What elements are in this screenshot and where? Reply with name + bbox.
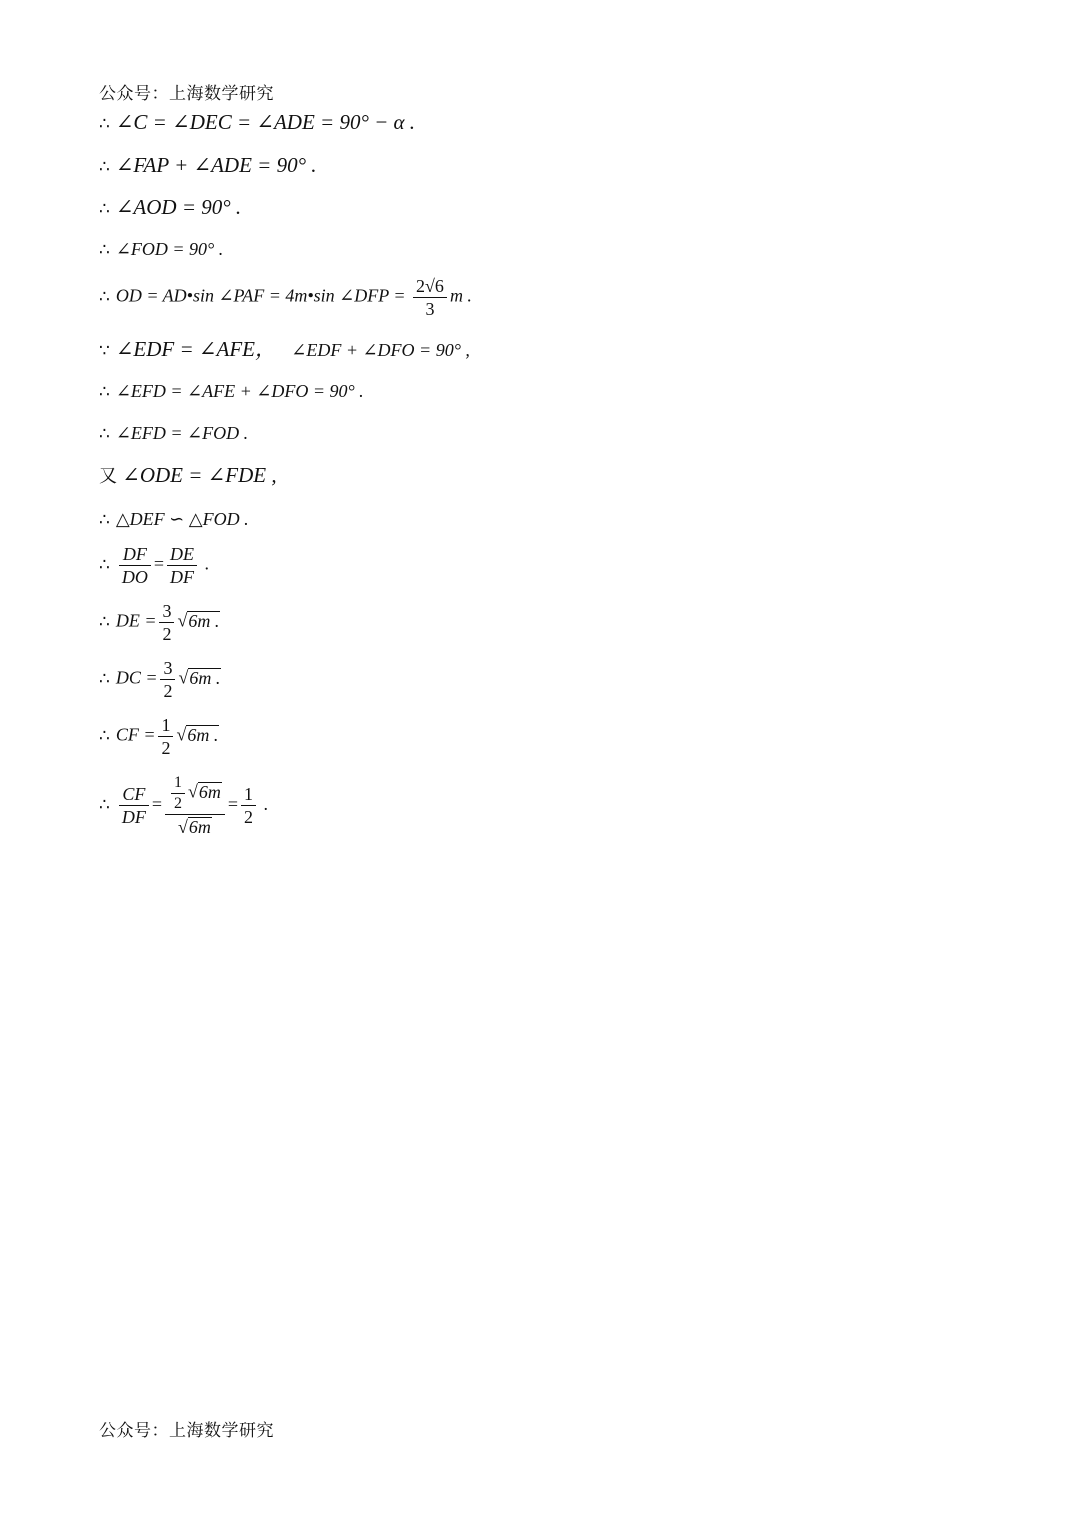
fraction [160, 659, 175, 700]
radicand: 6m . [188, 610, 220, 631]
proof-text: △DEF ∽ △FOD . [115, 509, 249, 529]
equals: = [227, 794, 239, 815]
compound-numerator [165, 775, 225, 815]
therefore-symbol: ∴ [99, 725, 110, 746]
proof-text: ∠ODE = ∠FDE , [122, 463, 277, 487]
denominator: DF [121, 807, 146, 828]
you-char: 又 [99, 466, 117, 487]
proof-text: OD = AD•sin ∠PAF = 4m•sin ∠DFP = [115, 285, 406, 306]
numerator: 1 [171, 775, 185, 794]
numerator: CF [119, 785, 149, 806]
proof-text: DC = [115, 667, 158, 688]
numerator: 3 [160, 659, 175, 680]
page-footer: 公众号：上海数学研究 [99, 1421, 274, 1441]
proof-line-14 [99, 716, 219, 757]
numerator: 1 [158, 716, 173, 737]
numerator: 1 [241, 785, 256, 806]
therefore-symbol: ∴ [99, 240, 110, 260]
fraction [413, 277, 447, 318]
compound-denominator [165, 815, 225, 837]
proof-line-6 [99, 339, 470, 360]
numerator: DF [119, 545, 151, 566]
therefore-symbol: ∴ [99, 554, 110, 575]
radicand: 6m [198, 781, 221, 802]
therefore-symbol: ∴ [99, 199, 110, 219]
therefore-symbol: ∴ [99, 114, 110, 134]
denominator: DF [169, 567, 194, 587]
sqrt-sign: √ [187, 781, 198, 802]
page-header: 公众号：上海数学研究 [99, 84, 274, 104]
numerator: 3 [159, 602, 174, 623]
fraction [241, 785, 256, 826]
proof-text: ∠AOD = 90° . [115, 195, 242, 219]
proof-text: ∠EDF + ∠DFO = 90° , [291, 340, 470, 360]
proof-line-3 [99, 197, 241, 218]
proof-text: ∠C = ∠DEC = ∠ADE = 90° − α . [115, 110, 416, 134]
therefore-symbol: ∴ [99, 510, 110, 530]
proof-line-1 [99, 112, 415, 133]
compound-fraction [165, 775, 225, 837]
fraction [158, 716, 173, 757]
proof-text: ∠EFD = ∠AFE + ∠DFO = 90° . [115, 381, 364, 401]
sqrt-sign: √ [176, 724, 187, 745]
therefore-symbol: ∴ [99, 424, 110, 444]
proof-line-13 [99, 659, 221, 700]
denominator: DO [121, 567, 148, 587]
because-symbol: ∵ [99, 341, 110, 361]
denominator: 2 [162, 624, 172, 644]
therefore-symbol: ∴ [99, 611, 110, 632]
proof-text: ∠EDF = ∠AFE， [115, 337, 276, 361]
proof-line-8 [99, 424, 248, 443]
proof-line-15 [99, 775, 268, 837]
fraction [119, 545, 151, 586]
proof-text: CF = [115, 724, 156, 745]
radicand: 6m . [189, 667, 221, 688]
sqrt-sign: √ [177, 610, 188, 631]
therefore-symbol: ∴ [99, 382, 110, 402]
denominator: 2 [173, 795, 182, 812]
equals: = [151, 794, 162, 815]
proof-text: ∠FAP + ∠ADE = 90° . [115, 153, 317, 177]
denominator: 2 [244, 807, 254, 828]
sqrt-sign: √ [177, 817, 188, 837]
denominator: 3 [425, 299, 435, 319]
therefore-symbol: ∴ [99, 795, 110, 816]
proof-line-4 [99, 240, 223, 259]
proof-line-9 [99, 465, 277, 486]
period: . [204, 553, 209, 574]
therefore-symbol: ∴ [99, 668, 110, 689]
numerator: DE [167, 545, 197, 566]
fraction [159, 602, 174, 643]
equals: = [153, 553, 164, 574]
denominator: 2 [163, 681, 173, 701]
fraction [119, 785, 149, 826]
proof-line-7 [99, 382, 364, 401]
proof-line-11 [99, 545, 209, 586]
period: . [263, 794, 269, 815]
radicand: 6m [188, 817, 211, 837]
sqrt-sign: √ [178, 667, 189, 688]
proof-line-5 [99, 277, 472, 318]
inner-fraction [171, 775, 185, 812]
proof-line-10 [99, 510, 249, 529]
proof-text: m . [449, 285, 472, 306]
proof-text: ∠FOD = 90° . [115, 239, 224, 259]
denominator: 2 [161, 738, 171, 758]
proof-line-12 [99, 602, 220, 643]
proof-text: DE = [115, 610, 157, 631]
proof-text: ∠EFD = ∠FOD . [115, 423, 249, 443]
numerator: 2√6 [413, 277, 447, 298]
radicand: 6m . [187, 724, 219, 745]
fraction [167, 545, 197, 586]
therefore-symbol: ∴ [99, 286, 110, 307]
proof-line-2 [99, 155, 316, 176]
therefore-symbol: ∴ [99, 157, 110, 177]
